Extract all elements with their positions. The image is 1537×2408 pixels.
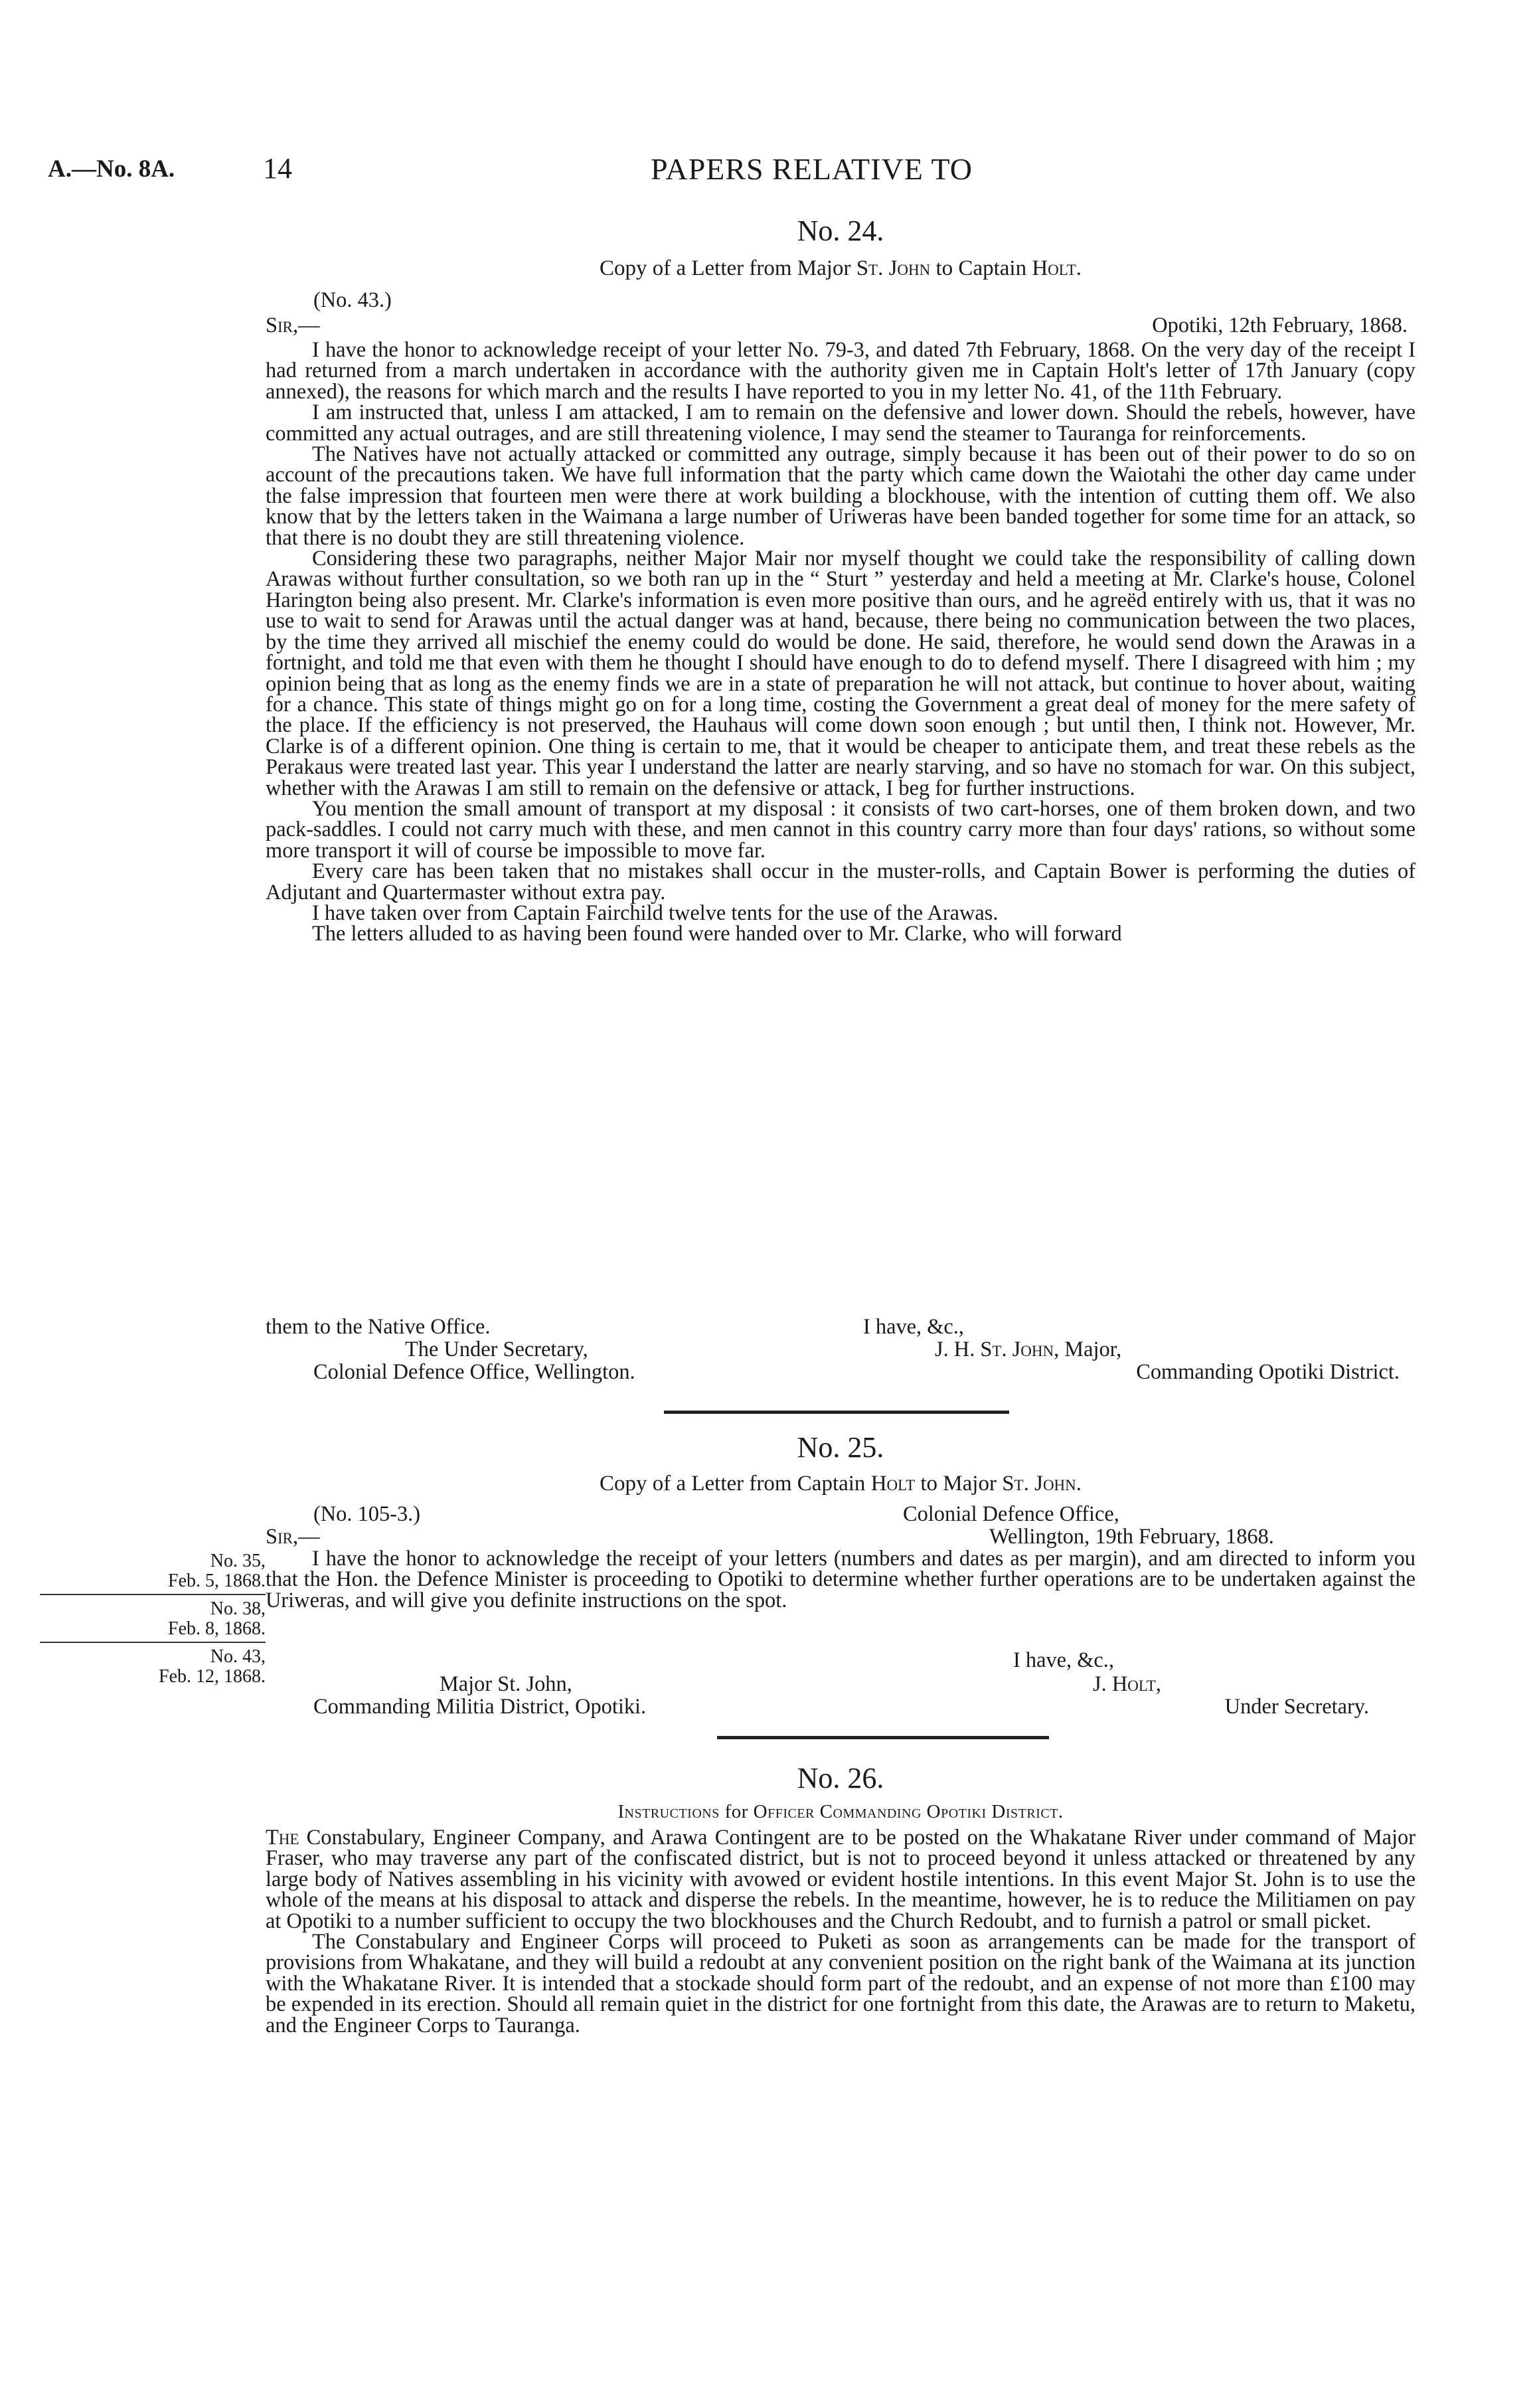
- letter-24-ref: (No. 43.): [313, 288, 392, 312]
- letter-25-signature-row: [266, 1672, 1416, 1695]
- instructions-26-body: [266, 1828, 1416, 2036]
- letter-25-ref: (No. 105-3.): [313, 1502, 421, 1526]
- letter-24-paragraph: The letters alluded to as having been found were handed over to Mr. Clarke, who will forward: [312, 922, 1122, 946]
- letter-25-salutation: Sir,—: [266, 1525, 320, 1549]
- letter-25-closing-row: [266, 1648, 1416, 1671]
- letter-25-paragraph: I have the honor to acknowledge the receipt of your letters (numbers and dates as per margin), and am directed to inform you that the Hon. the Defence Minister is proceeding to Opotiki to determine whether further operations are to be undertaken against the Uriweras, and will give you definite instructions on the spot.: [266, 1547, 1416, 1612]
- letter-24-addressee-office: Colonial Defence Office, Wellington.: [313, 1360, 635, 1384]
- instructions-26-subtitle: Instructions for Officer Commanding Opotiki District.: [617, 1801, 1064, 1822]
- letter-25-number: No. 25.: [797, 1431, 884, 1464]
- margin-note: No. 38, Feb. 8, 1868.: [40, 1598, 266, 1643]
- running-title: PAPERS RELATIVE TO: [651, 152, 973, 186]
- margin-note: No. 35, Feb. 5, 1868.: [40, 1550, 266, 1595]
- letter-24-subtitle: Copy of a Letter from Major St. John to Captain Holt.: [599, 256, 1082, 280]
- letter-24-addressee: The Under Secretary,: [405, 1337, 588, 1361]
- letter-24-paragraph: Considering these two paragraphs, neither Major Mair nor myself thought we could take the responsibility of calling down Arawas without further consultation, so we both ran up in the “ Sturt ” yesterday and held a meeting at Mr. Clarke's house, Colonel Harington being also present. Mr. Clarke's information is even more positive than ours, and he agreëd entirely with us, that it was no use to wait to send for Arawas until the actual danger was at hand, because, there being no communication between the two places, by the time they arrived all mischief the enemy could do would be done. He said, therefore, he would send down the Arawas in a fortnight, and told me that even with them he thought I should have enough to do to defend myself. There I disagreed with him ; my opinion being that as long as the enemy finds we are in a state of preparation he will not attack, but continue to hover about, waiting for a chance. This state of things might go on for a long time, costing the Government a great deal of money for the mere safety of the place. If the efficiency is not preserved, the Hauhaus will come down soon enough ; but until then, I think not. However, Mr. Clarke is of a different opinion. One thing is certain to me, that it would be cheaper to anticipate them, and treat these rebels as the Perakaus were treated last year. This year I understand the latter are nearly starving, and so have no stomach for war. On this subject, whether with the Arawas I am still to remain on the defensive or attack, I beg for further instructions.: [266, 547, 1416, 800]
- letter-25-subtitle: Copy of a Letter from Captain Holt to Major St. John.: [599, 1472, 1082, 1496]
- letter-25-body: [266, 1549, 1416, 1611]
- instructions-26-number: No. 26.: [797, 1762, 884, 1794]
- letter-25-office: Colonial Defence Office,: [903, 1502, 1119, 1526]
- section-divider: [664, 1411, 1009, 1414]
- instructions-26-paragraph: The Constabulary, Engineer Company, and Arawa Contingent are to be posted on the Whakatane River under command of Major Fraser, who may traverse any part of the confiscated district, but is not to proceed beyond it unless attacked or threatened by any large body of Natives assembling in his vicinity with avowed or evident hostile intentions. In this event Major St. John is to use the whole of the means at his disposal to attack and disperse the rebels. In the meantime, however, he is to reduce the Militiamen on pay at Opotiki to a number sufficient to occupy the two blockhouses and the Church Redoubt, and to furnish a patrol or small picket.: [266, 1826, 1416, 1933]
- letter-24-paragraph: Every care has been taken that no mistakes shall occur in the muster-rolls, and Captain Bower is performing the duties of Adjutant and Quartermaster without extra pay.: [266, 859, 1416, 904]
- letter-24-closing: I have, &c.,: [863, 1315, 964, 1339]
- letter-25-signature-row-2: [266, 1695, 1416, 1717]
- letter-25-salutation-row: [266, 1525, 1416, 1547]
- letter-25-addressee-office: Commanding Militia District, Opotiki.: [313, 1695, 647, 1719]
- letter-24-salutation-row: [266, 313, 1416, 336]
- letter-24-last-line: them to the Native Office.: [266, 1315, 491, 1339]
- letter-25-closing: I have, &c.,: [1013, 1648, 1114, 1672]
- letter-24-signer-title: Commanding Opotiki District.: [1136, 1360, 1400, 1384]
- letter-24-place-date: Opotiki, 12th February, 1868.: [1152, 313, 1408, 337]
- letter-24-body: [266, 340, 1416, 945]
- letter-24-salutation: Sir,—: [266, 313, 320, 337]
- document-reference: A.—No. 8A.: [48, 155, 175, 183]
- letter-24-paragraph: The Natives have not actually attacked or committed any outrage, simply because it has been out of their power to do so on account of the precautions taken. We have full information that the party which came down the Waiotahi the other day came under the false impression that fourteen men were there at work building a blockhouse, with the intention of cutting them off. We also know that by the letters taken in the Waimana a large number of Uriweras have been banded together for some time for an attack, so that there is no doubt they are still threatening violence.: [266, 442, 1416, 550]
- letter-25-ref-row: [266, 1502, 1416, 1525]
- letter-25-signer-title: Under Secretary.: [1224, 1695, 1369, 1719]
- letter-24-number: No. 24.: [797, 215, 884, 247]
- letter-24-signature-row: [266, 1337, 1416, 1360]
- letter-24-ref-row: [266, 288, 1416, 311]
- letter-24-paragraph: I have the honor to acknowledge receipt of your letter No. 79-3, and dated 7th February, 1868. On the very day of the receipt I had returned from a march undertaken in accordance with the authority given me in Captain Holt's letter of 17th January (copy annexed), the reasons for which march and the results I have reported to you in my letter No. 41, of the 11th February.: [266, 338, 1416, 404]
- instructions-26-paragraph: The Constabulary and Engineer Corps will proceed to Puketi as soon as arrangements can be made for the transport of provisions from Whakatane, and they will build a redoubt at any convenient position on the right bank of the Waimana at its junction with the Whakatane River. It is intended that a stockade should form part of the redoubt, and an expense of not more than £100 may be expended in its erection. Should all remain quiet in the district for one fortnight from this date, the Arawas are to return to Maketu, and the Engineer Corps to Tauranga.: [266, 1930, 1416, 2037]
- letter-24-signer: J. H. St. John, Major,: [935, 1337, 1122, 1361]
- letter-25-addressee: Major St. John,: [440, 1672, 572, 1696]
- letter-24-paragraph: I am instructed that, unless I am attacked, I am to remain on the defensive and lower down. Should the rebels, however, have committed any actual outrages, and are still threatening violence, I may send the steamer to Tauranga for reinforcements.: [266, 400, 1416, 446]
- letter-24-paragraph: You mention the small amount of transport at my disposal : it consists of two cart-horses, one of them broken down, and two pack-saddles. I could not carry much with these, and men cannot in this country carry more than four days' rations, so without some more transport it will of course be impossible to move far.: [266, 796, 1416, 863]
- section-divider: [717, 1736, 1049, 1739]
- margin-notes: [40, 1550, 266, 1692]
- letter-24-signature-row-2: [266, 1360, 1416, 1383]
- margin-note: No. 43, Feb. 12, 1868.: [159, 1646, 266, 1687]
- page-number: 14: [263, 152, 292, 185]
- letter-24-paragraph: I have taken over from Captain Fairchild twelve tents for the use of the Arawas.: [312, 901, 999, 925]
- letter-24-closing-row: [266, 1315, 1416, 1337]
- letter-25-signer: J. Holt,: [1093, 1672, 1161, 1696]
- letter-25-place-date: Wellington, 19th February, 1868.: [989, 1525, 1274, 1549]
